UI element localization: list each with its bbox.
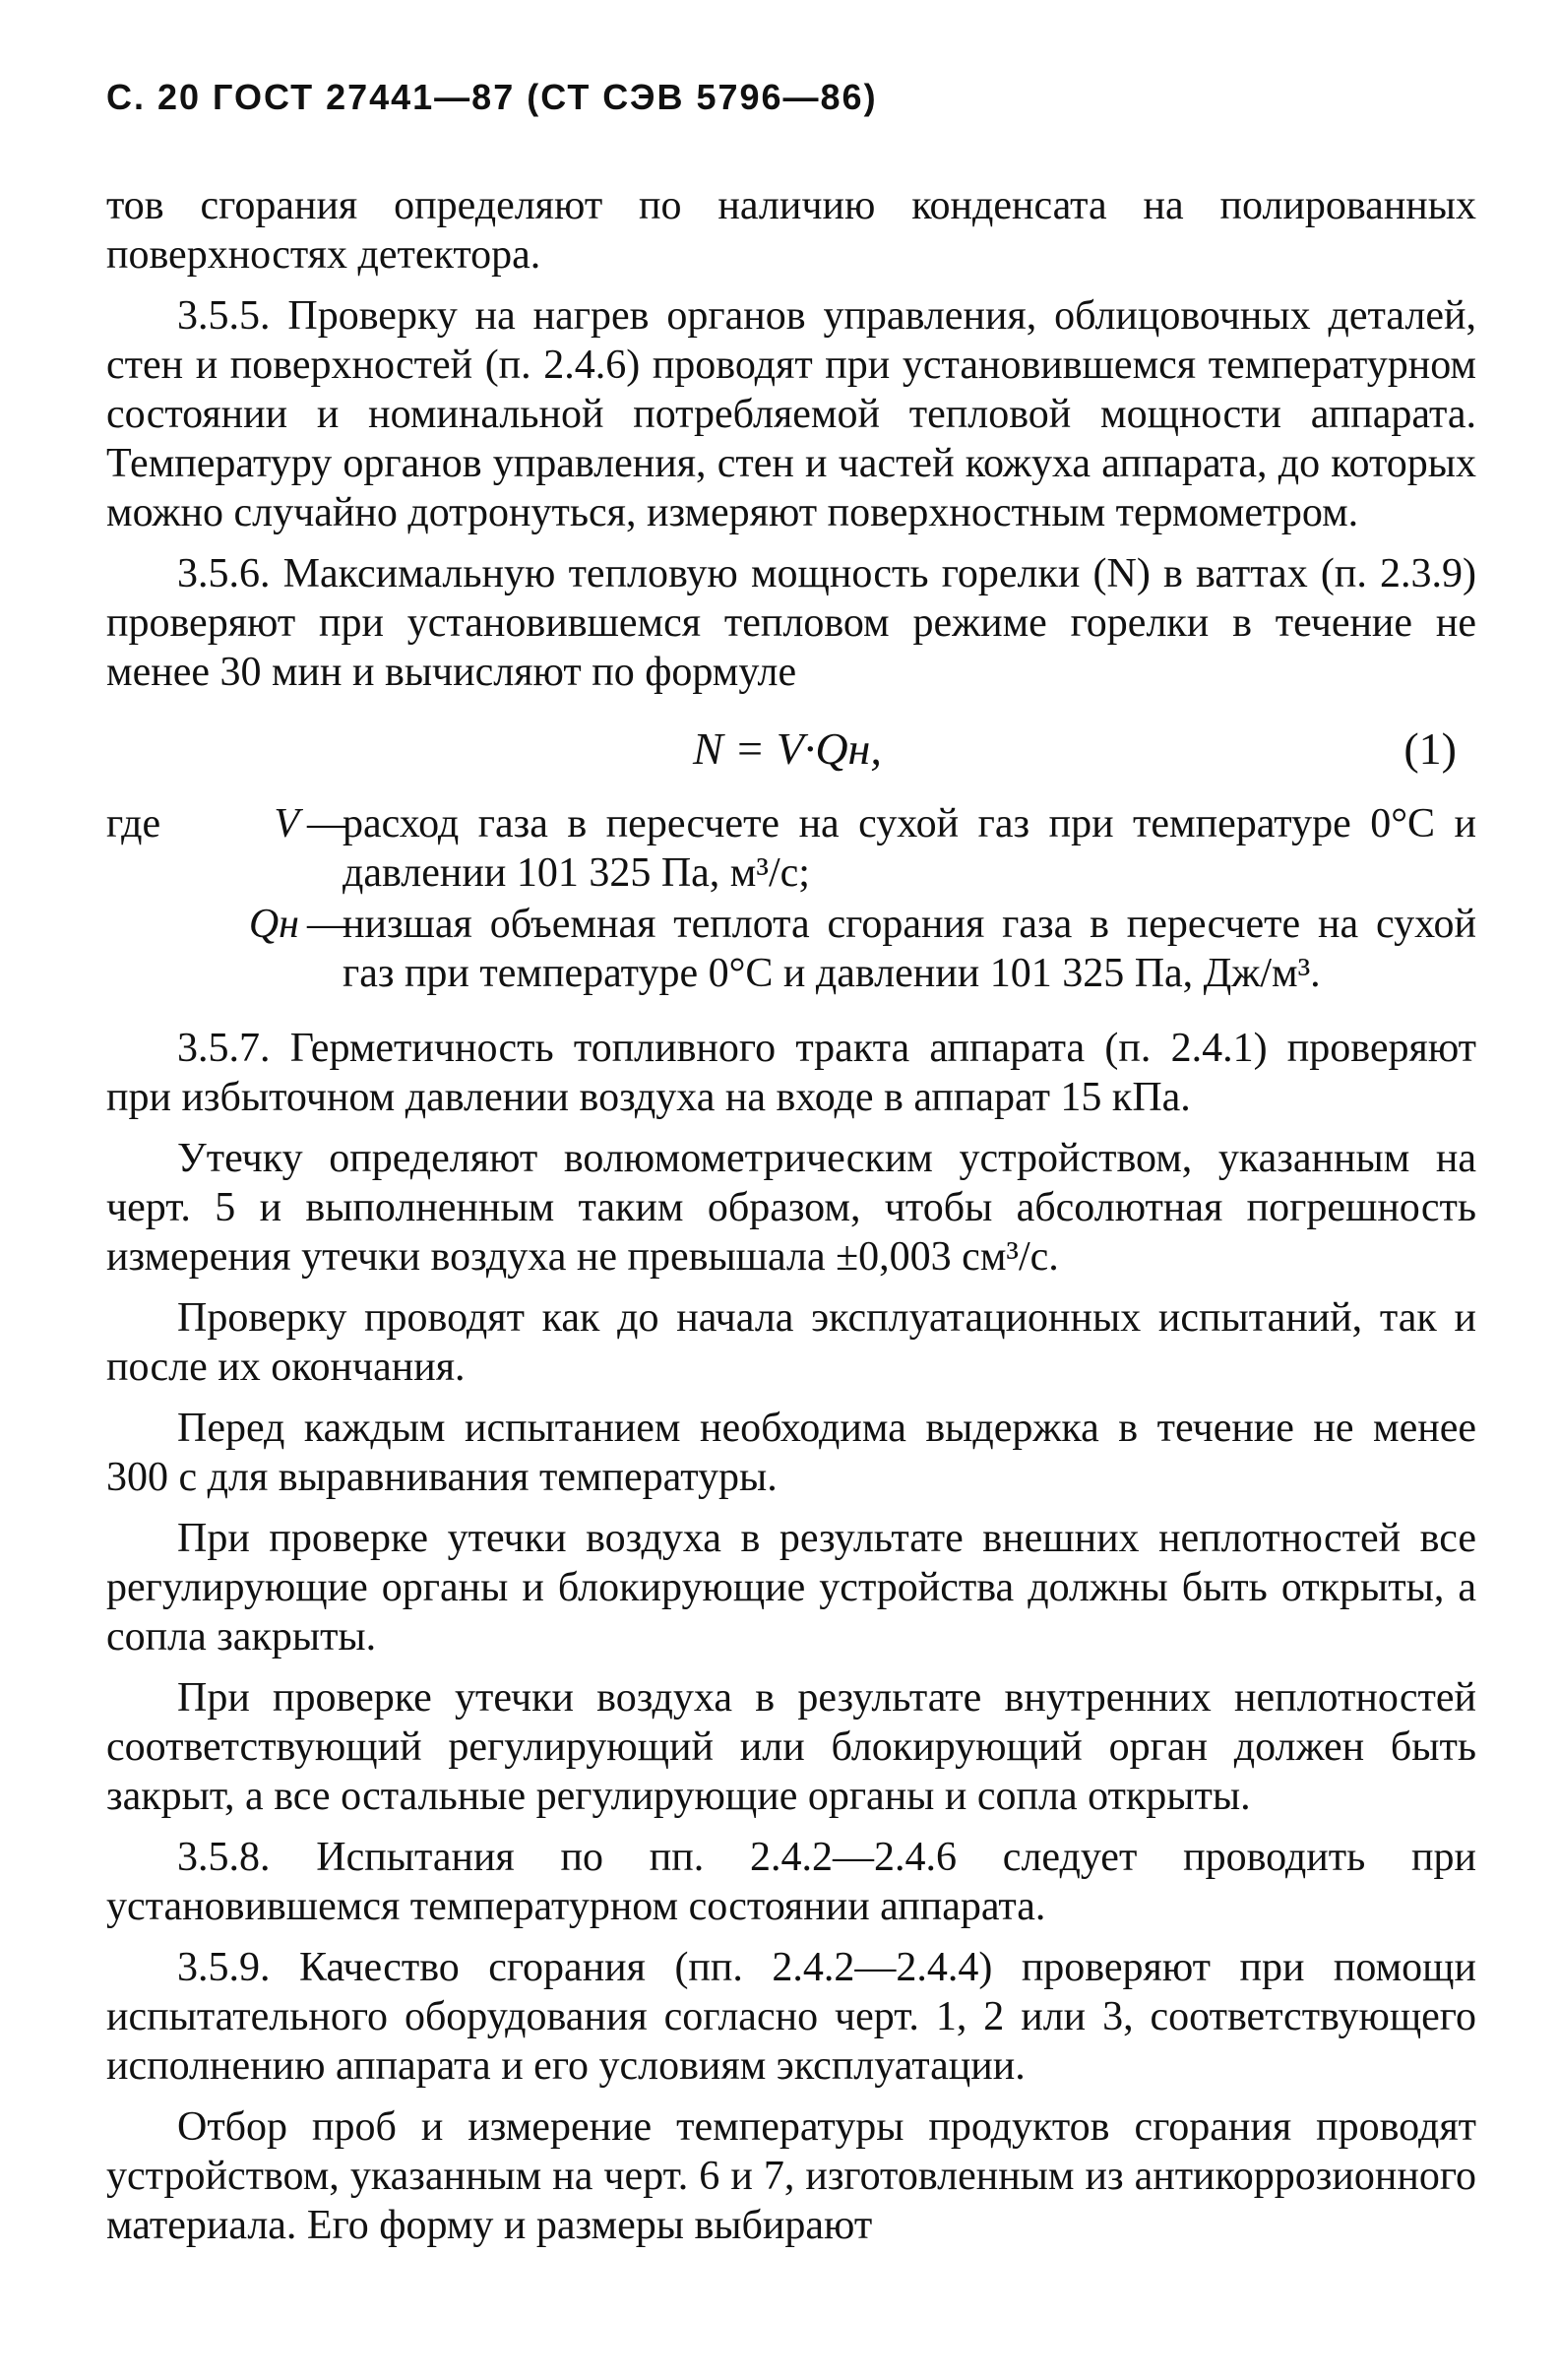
paragraph-3-5-8: 3.5.8. Испытания по пп. 2.4.2—2.4.6 следует проводить при установившемся температурном состоянии аппарата.: [106, 1835, 1476, 1929]
paragraph-3-5-5: 3.5.5. Проверку на нагрев органов управления, облицовочных деталей, стен и поверхностей (п. 2.4.6) проводят при установившемся температурном состоянии и номинальной потребляемой тепловой мощности аппарата. Температуру органов управления, стен и частей кожуха аппарата, до которых можно случайно дотронуться, измеряют поверхностным термометром.: [106, 293, 1476, 535]
legend-row-v: [106, 799, 1476, 898]
paragraph-check-timing: Проверку проводят как до начала эксплуатационных испытаний, так и после их окончания.: [106, 1295, 1476, 1390]
legend-desc-qn: низшая объемная теплота сгорания газа в пересчете на сухой газ при температуре 0°С и давлении 101 325 Па, Дж/м³.: [343, 902, 1476, 996]
paragraph-continuation: тов сгорания определяют по наличию конденсата на полированных поверхностях детектора.: [106, 183, 1476, 278]
page-header: С. 20 ГОСТ 27441—87 (СТ СЭВ 5796—86): [106, 77, 878, 117]
paragraph-internal-leaks: При проверке утечки воздуха в результате внутренних неплотностей соответствующий регулирующий или блокирующий орган должен быть закрыт, а все остальные регулирующие органы и сопла открыты.: [106, 1675, 1476, 1819]
paragraph-leak-measurement: Утечку определяют волюмометрическим устройством, указанным на черт. 5 и выполненным таким образом, чтобы абсолютная погрешность измерения утечки воздуха не превышала ±0,003 см³/с.: [106, 1136, 1476, 1280]
legend-desc-v: расход газа в пересчете на сухой газ при температуре 0°С и давлении 101 325 Па, м³/с;: [343, 801, 1476, 896]
formula: [106, 709, 1476, 791]
formula-number: (1): [1403, 723, 1457, 774]
paragraph-3-5-6: 3.5.6. Максимальную тепловую мощность горелки (N) в ваттах (п. 2.3.9) проверяют при установившемся тепловом режиме горелки в течение не менее 30 мин и вычисляют по формуле: [106, 551, 1476, 695]
document-page: [106, 77, 1476, 2262]
legend-dash: —: [307, 902, 348, 947]
legend-dash: —: [307, 801, 348, 846]
legend-symbol-v: V: [274, 801, 299, 846]
formula-legend: [106, 799, 1476, 998]
paragraph-external-leaks: При проверке утечки воздуха в результате внешних неплотностей все регулирующие органы и блокирующие устройства должны быть открыты, а сопла закрыты.: [106, 1516, 1476, 1660]
formula-expression: N = V·Qн,: [693, 723, 882, 774]
paragraph-3-5-7: 3.5.7. Герметичность топливного тракта аппарата (п. 2.4.1) проверяют при избыточном давлении воздуха на входе в аппарат 15 кПа.: [106, 1026, 1476, 1120]
paragraph-sampling: Отбор проб и измерение температуры продуктов сгорания проводят устройством, указанным на черт. 6 и 7, изготовленным из антикоррозионного материала. Его форму и размеры выбирают: [106, 2104, 1476, 2248]
legend-lead: где: [106, 801, 161, 846]
paragraph-3-5-9: 3.5.9. Качество сгорания (пп. 2.4.2—2.4.4) проверяют при помощи испытательного оборудования согласно черт. 1, 2 или 3, соответствующего исполнению аппарата и его условиям эксплуатации.: [106, 1945, 1476, 2089]
legend-row-qn: [106, 900, 1476, 998]
legend-symbol-qn: Qн: [248, 902, 299, 947]
paragraph-exposure: Перед каждым испытанием необходима выдержка в течение не менее 300 с для выравнивания температуры.: [106, 1406, 1476, 1500]
